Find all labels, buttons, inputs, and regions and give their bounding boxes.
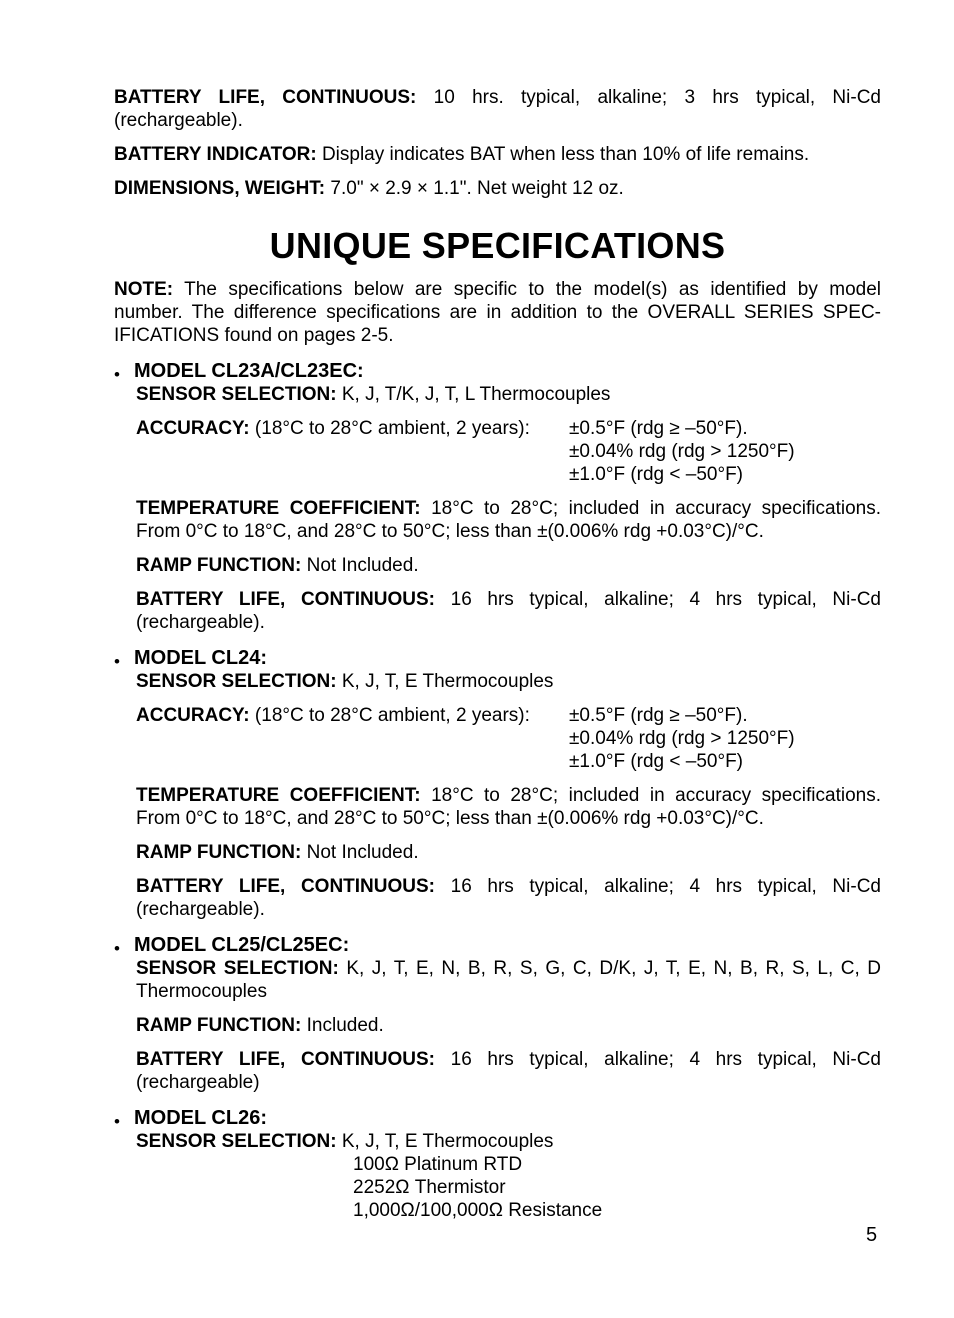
section-title: UNIQUE SPECIFICATIONS [269,225,726,266]
model-cl24-section [114,646,881,921]
model-specs [136,383,881,634]
model-cl25-section [114,933,881,1094]
battery-life: BATTERY LIFE, CONTINUOUS: 16 hrs typical, alkaline; 4 hrs typical, Ni-Cd (rechargeable). [136,876,881,920]
model-specs [136,957,881,1094]
temperature-coefficient: TEMPERATURE COEFFICIENT: 18°C to 28°C; included in accuracy specifications. From 0°C to 18°C, and 28°C to 50°C; less than ±(0.006% rdg +0.03°C)/°C. [136,785,881,829]
dimensions-spec [114,177,881,200]
model-title: MODEL CL26: [134,1107,267,1129]
spec-text: Display indicates BAT when less than 10% of life remains. [316,144,810,165]
sensor-selection: SENSOR SELECTION: K, J, T/K, J, T, L Thermocouples [136,384,611,405]
note-text: The specifications below are specific to the model(s) as identified by model number. The difference specifications are in addition to the OVERALL SERIES SPEC-IFICATIONS found on pages 2-5. [114,279,881,346]
battery-life: BATTERY LIFE, CONTINUOUS: 16 hrs typical, alkaline; 4 hrs typical, Ni-Cd (rechargeable) [136,1049,881,1093]
page-number: 5 [866,1224,878,1246]
sensor-selection: SENSOR SELECTION: K, J, T, E, N, B, R, S, G, C, D/K, J, T, E, N, B, R, S, L, C, D Thermocouples [136,958,882,1002]
accuracy-spec: ACCURACY: (18°C to 28°C ambient, 2 years): ±0.5°F (rdg ≥ –50°F). ±0.04% rdg (rdg > 1250°F) ±1.0°F (rdg < –50°F) [136,418,795,485]
bullet: • [114,939,120,958]
accuracy-values: ±0.5°F (rdg ≥ –50°F). ±0.04% rdg (rdg > 1250°F) ±1.0°F (rdg < –50°F) [569,705,795,772]
ramp-function: RAMP FUNCTION: Not Included. [136,842,419,863]
battery-indicator-spec [114,143,881,166]
model-title: MODEL CL24: [134,647,267,669]
battery-life-spec [114,86,881,132]
ramp-function: RAMP FUNCTION: Included. [136,1015,384,1036]
model-specs [136,1130,881,1222]
bullet: • [114,1112,120,1131]
ramp-function: RAMP FUNCTION: Not Included. [136,555,419,576]
temperature-coefficient: TEMPERATURE COEFFICIENT: 18°C to 28°C; included in accuracy specifications. From 0°C to 18°C, and 28°C to 50°C; less than ±(0.006% rdg +0.03°C)/°C. [136,498,881,542]
note-paragraph [114,278,881,347]
bullet: • [114,365,120,384]
sensor-selection: SENSOR SELECTION: K, J, T, E Thermocouples 100Ω Platinum RTD 2252Ω Thermistor 1,000Ω/100,000Ω Resistance [136,1131,603,1221]
battery-life: BATTERY LIFE, CONTINUOUS: 16 hrs typical, alkaline; 4 hrs typical, Ni-Cd (rechargeable). [136,589,881,633]
accuracy-values: ±0.5°F (rdg ≥ –50°F). ±0.04% rdg (rdg > 1250°F) ±1.0°F (rdg < –50°F) [569,418,795,485]
sensor-selection: SENSOR SELECTION: K, J, T, E Thermocouples [136,671,554,692]
model-cl23a-section [114,359,881,634]
model-specs [136,670,881,921]
model-title: MODEL CL25/CL25EC: [134,934,350,956]
accuracy-spec: ACCURACY: (18°C to 28°C ambient, 2 years): ±0.5°F (rdg ≥ –50°F). ±0.04% rdg (rdg > 1250°F) ±1.0°F (rdg < –50°F) [136,705,795,772]
model-title: MODEL CL23A/CL23EC: [134,360,364,382]
note-label: NOTE: [114,279,174,300]
model-cl26-section [114,1106,881,1222]
spec-label: BATTERY INDICATOR: [114,144,317,165]
spec-label: BATTERY LIFE, CONTINUOUS: [114,87,417,108]
bullet: • [114,652,120,671]
spec-text: 7.0" × 2.9 × 1.1". Net weight 12 oz. [325,178,624,199]
document-page [114,86,881,1222]
spec-text: 10 hrs. typical, alkaline; 3 hrs typical, Ni-Cd (rechargeable). [114,87,881,131]
spec-label: DIMENSIONS, WEIGHT: [114,178,326,199]
